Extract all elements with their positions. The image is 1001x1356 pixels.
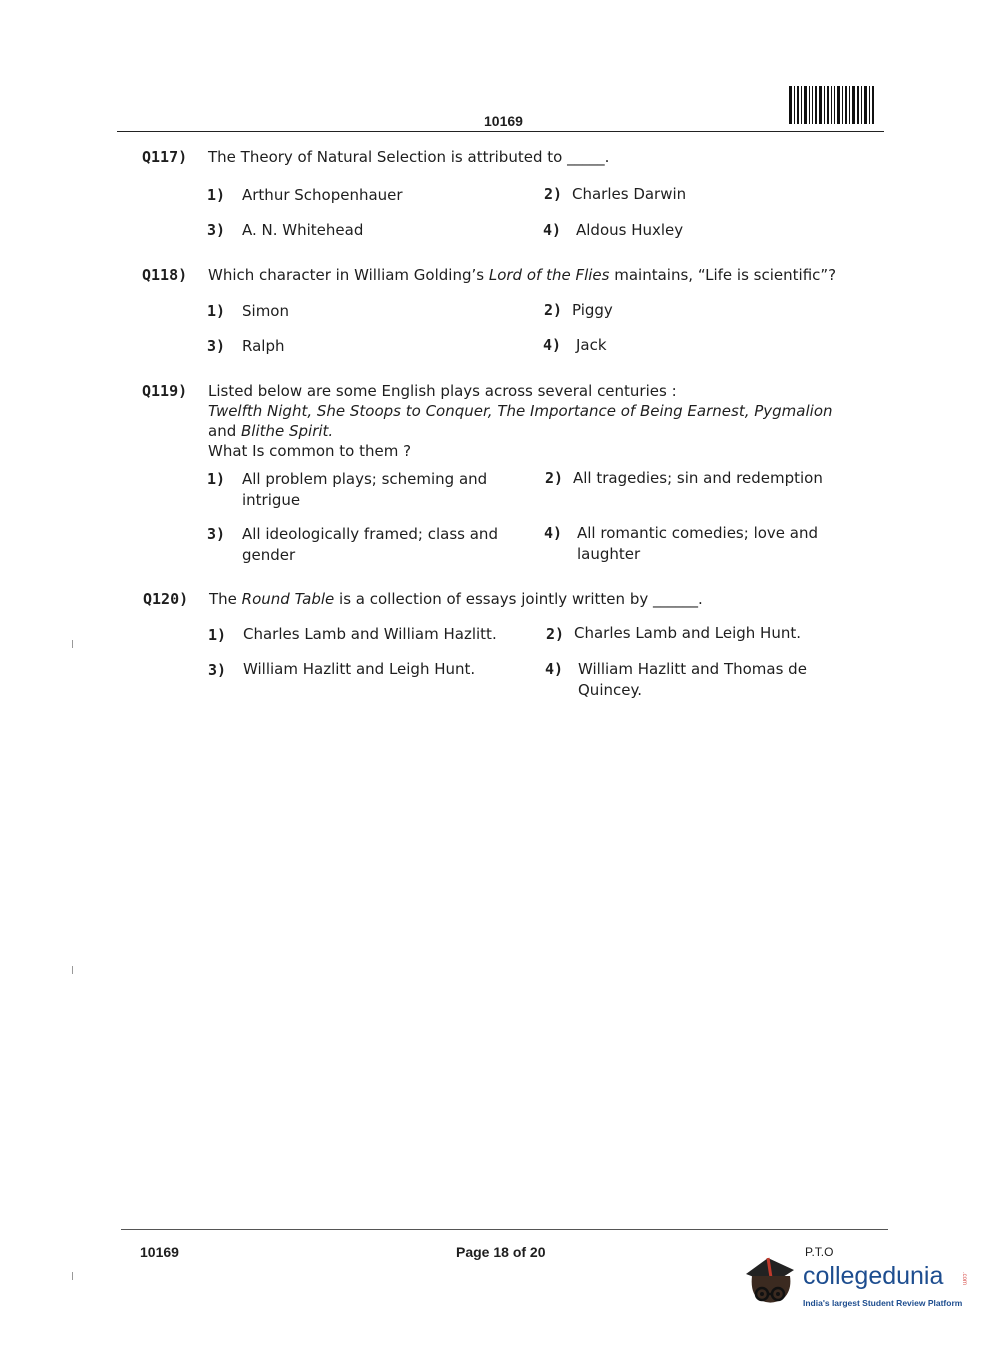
option-text: A. N. Whitehead xyxy=(242,221,364,239)
question-number: Q118) xyxy=(142,266,188,284)
pto-label: P.T.O xyxy=(805,1245,834,1259)
logo-tagline: India's largest Student Review Platform xyxy=(803,1298,963,1308)
header-rule xyxy=(117,131,884,132)
logo-suffix: .com xyxy=(961,1272,967,1286)
option-number: 4) xyxy=(543,336,562,354)
option-number: 4) xyxy=(543,221,562,239)
footer-exam-code: 10169 xyxy=(140,1244,179,1260)
page-number: Page 18 of 20 xyxy=(456,1244,546,1260)
option-text: Aldous Huxley xyxy=(576,221,684,239)
option-number: 1) xyxy=(207,470,226,488)
option-number: 1) xyxy=(207,302,226,320)
option-number: 1) xyxy=(207,186,226,204)
barcode xyxy=(789,86,883,124)
option-number: 4) xyxy=(545,660,564,678)
scan-mark xyxy=(72,640,73,648)
option-number: 1) xyxy=(208,626,227,644)
option-text: All problem plays; scheming and intrigue xyxy=(242,470,488,509)
option-number: 3) xyxy=(207,337,226,355)
option-text: Simon xyxy=(242,302,289,320)
question-number: Q119) xyxy=(142,382,188,400)
option-text: Charles Darwin xyxy=(572,185,687,203)
option-number: 3) xyxy=(207,525,226,543)
question-text-line: What Is common to them ? xyxy=(208,442,412,460)
option-text: All ideologically framed; class and gender xyxy=(242,525,498,564)
footer-rule xyxy=(121,1229,888,1230)
question-number: Q120) xyxy=(143,590,189,608)
question-text: The Round Table is a collection of essays jointly written by ______. xyxy=(209,590,703,608)
option-number: 3) xyxy=(208,661,227,679)
option-number: 2) xyxy=(544,185,563,203)
option-text: All tragedies; sin and redemption xyxy=(573,469,823,487)
question-text-line: Listed below are some English plays across several centuries : xyxy=(208,382,677,400)
question-text: The Theory of Natural Selection is attributed to _____. xyxy=(208,148,610,166)
option-number: 2) xyxy=(546,625,565,643)
option-number: 2) xyxy=(545,469,564,487)
option-number: 4) xyxy=(544,524,563,542)
answer-blank: _____ xyxy=(567,148,605,166)
question-text-line: Twelfth Night, She Stoops to Conquer, The Importance of Being Earnest, Pygmalion xyxy=(208,402,833,420)
question-number: Q117) xyxy=(142,148,188,166)
question-text: Which character in William Golding’s Lord of the Flies maintains, “Life is scientific”? xyxy=(208,266,837,284)
answer-blank: ______ xyxy=(652,590,698,608)
option-text: Charles Lamb and Leigh Hunt. xyxy=(574,624,801,642)
option-text: William Hazlitt and Thomas de Quincey. xyxy=(578,660,807,699)
option-text: All romantic comedies; love and laughter xyxy=(577,524,819,563)
header-exam-code: 10169 xyxy=(484,113,523,129)
option-text: William Hazlitt and Leigh Hunt. xyxy=(243,660,476,678)
option-text: Arthur Schopenhauer xyxy=(242,186,403,204)
option-text: Ralph xyxy=(242,337,285,355)
scan-mark xyxy=(72,1272,73,1280)
option-text: Piggy xyxy=(572,301,613,319)
option-text: Charles Lamb and William Hazlitt. xyxy=(243,625,497,643)
option-text: Jack xyxy=(576,336,607,354)
scan-mark xyxy=(72,966,73,974)
option-number: 3) xyxy=(207,221,226,239)
logo-wordmark: collegedunia xyxy=(803,1262,944,1290)
question-text-line: and Blithe Spirit. xyxy=(208,422,334,440)
option-number: 2) xyxy=(544,301,563,319)
collegedunia-mascot-icon xyxy=(740,1250,802,1312)
